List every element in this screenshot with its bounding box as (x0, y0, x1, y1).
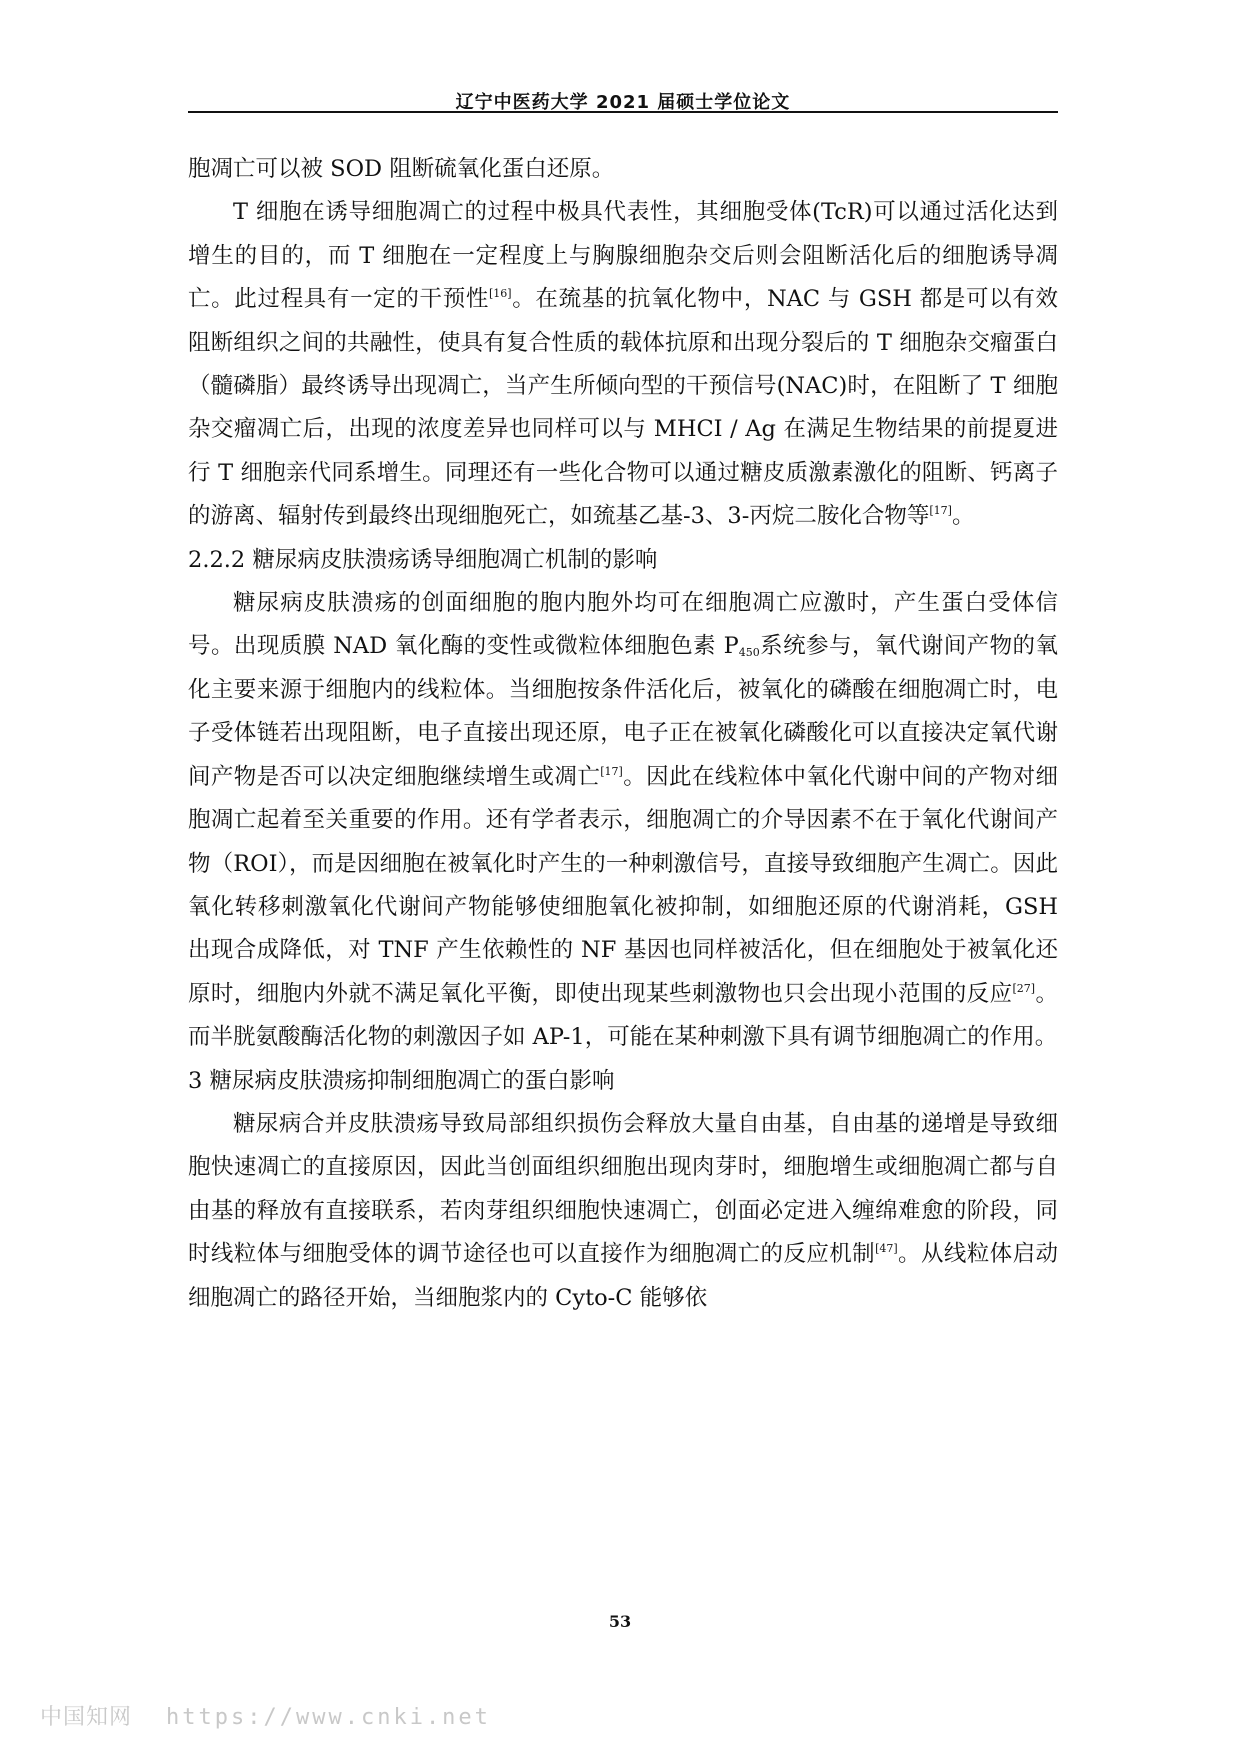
text-run: T 细胞在诱导细胞凋亡的过程中极具代表性，其细胞受体(TcR)可以通过活化达到增生的目的，而 T 细胞在一定程度上与胸腺细胞杂交后则会阻断活化后的细胞诱导凋亡。此过程具有一定的干预性 (188, 199, 1058, 313)
cnki-watermark (40, 1700, 491, 1731)
watermark-brand: 中国知网 (40, 1705, 133, 1730)
watermark-url: https://www.cnki.net (166, 1705, 491, 1730)
paragraph-continuation: 胞凋亡可以被 SOD 阻断硫氧化蛋白还原。 (188, 156, 615, 182)
paragraph-t-cell (188, 191, 1058, 538)
citation-ref: [17] (929, 504, 952, 518)
text-run: 。 (951, 503, 975, 530)
paragraph-inhibition (188, 1103, 1058, 1320)
section-heading-3: 3 糖尿病皮肤溃疡抑制细胞凋亡的蛋白影响 (188, 1067, 615, 1094)
text-run: 系统参与，氧代谢间产物的氧化主要来源于细胞内的线粒体。当细胞按条件活化后，被氧化的磷酸在细胞凋亡时，电子受体链若出现阻断，电子直接出现还原，电子正在被氧化磷酸化可以直接决定氧代谢间产物是否可以决定细胞继续增生或凋亡 (188, 633, 1058, 790)
running-header: 辽宁中医药大学 2021 届硕士学位论文 (455, 92, 791, 113)
body-text (188, 148, 1058, 1320)
text-run: 。而半胱氨酸酶活化物的刺激因子如 AP-1，可能在某种刺激下具有调节细胞凋亡的作用。 (188, 980, 1058, 1051)
page-number: 53 (608, 1612, 632, 1631)
text-run: 糖尿病合并皮肤溃疡导致局部组织损伤会释放大量自由基，自由基的递增是导致细胞快速凋亡的直接原因，因此当创面组织细胞出现肉芽时，细胞增生或细胞凋亡都与自由基的释放有直接联系，若肉芽组织细胞快速凋亡，创面必定进入缠绵难愈的阶段，同时线粒体与细胞受体的调节途径也可以直接作为细胞凋亡的反应机制 (188, 1110, 1058, 1268)
header-rule (188, 111, 1058, 113)
citation-ref: [27] (1012, 981, 1036, 995)
citation-ref: [17] (600, 764, 623, 778)
citation-ref: [16] (489, 287, 512, 301)
subscript-450: 450 (738, 646, 760, 660)
section-heading-2-2-2: 2.2.2 糖尿病皮肤溃疡诱导细胞凋亡机制的影响 (188, 546, 658, 573)
text-run: 。从线粒体启动细胞凋亡的路径开始，当细胞浆内的 Cyto-C 能够依 (188, 1241, 1058, 1311)
text-run: 。因此在线粒体中氧化代谢中间的产物对细胞凋亡起着至关重要的作用。还有学者表示，细胞凋亡的介导因素不在于氧化代谢间产物（ROI），而是因细胞在被氧化时产生的一种刺激信号，直接导致细胞产生凋亡。因此氧化转移刺激氧化代谢间产物能够使细胞氧化被抑制，如细胞还原的代谢消耗，GSH 出现合成降低，对 TNF 产生依赖性的 NF 基因也同样被活化，但在细胞处于被氧化还原时，细胞内外就不满足氧化平衡，即使出现某些刺激物也只会出现小范围的反应 (188, 763, 1058, 1007)
citation-ref: [47] (875, 1242, 898, 1256)
text-run: 糖尿病皮肤溃疡的创面细胞的胞内胞外均可在细胞凋亡应激时，产生蛋白受体信号。出现质膜 NAD 氧化酶的变性或微粒体细胞色素 P (188, 590, 1058, 660)
paragraph-mechanism (188, 582, 1058, 1059)
text-run: 。在巯基的抗氧化物中，NAC 与 GSH 都是可以有效阻断组织之间的共融性，使具有复合性质的载体抗原和出现分裂后的 T 细胞杂交瘤蛋白（髓磷脂）最终诱导出现凋亡，当产生所倾向型的干预信号(NAC)时，在阻断了 T 细胞杂交瘤凋亡后，出现的浓度差异也同样可以与 MHCI / Ag 在满足生物结果的前提夏进行 T 细胞亲代同系增生。同理还有一些化合物可以通过糖皮质激素激化的阻断、钙离子的游离、辐射传到最终出现细胞死亡，如巯基乙基-3、3-丙烷二胺化合物等 (188, 286, 1058, 530)
